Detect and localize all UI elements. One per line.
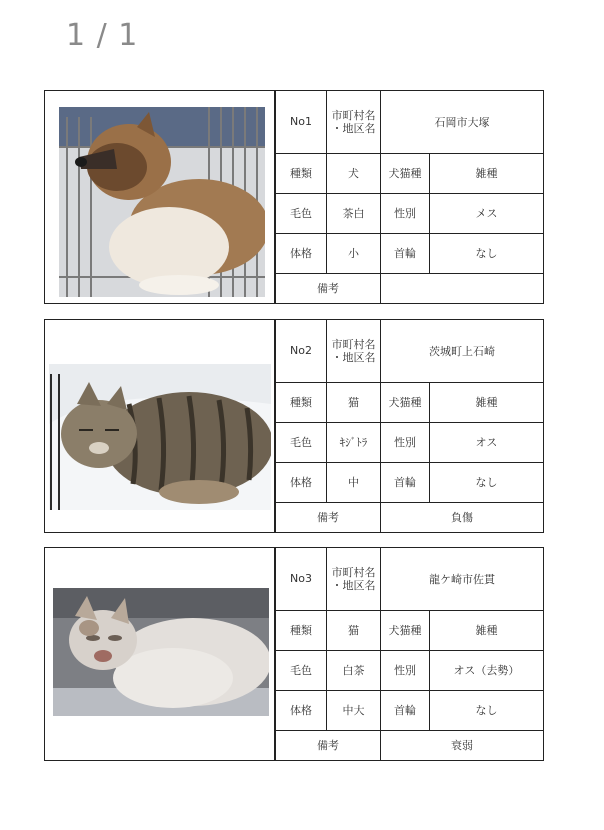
location-value: 龍ケ崎市佐貫 xyxy=(381,548,544,610)
record-number: No1 xyxy=(276,91,327,153)
breed-label: 犬猫種 xyxy=(381,153,430,193)
animal-record xyxy=(44,90,544,304)
cat-photo xyxy=(53,588,269,716)
collar-value: なし xyxy=(430,233,544,273)
breed-value: 雑種 xyxy=(430,382,544,422)
color-value: ｷｼﾞﾄﾗ xyxy=(327,422,381,462)
collar-value: なし xyxy=(430,690,544,730)
kind-value: 猫 xyxy=(327,610,381,650)
photo-cell xyxy=(45,320,275,532)
location-value: 茨城町上石崎 xyxy=(381,320,544,382)
kind-label: 種類 xyxy=(276,382,327,422)
photo-cell xyxy=(45,91,275,303)
kind-value: 猫 xyxy=(327,382,381,422)
collar-label: 首輪 xyxy=(381,690,430,730)
remarks-label: 備考 xyxy=(276,502,381,532)
record-number: No3 xyxy=(276,548,327,610)
page-indicator: 1 / 1 xyxy=(66,18,139,53)
cat-photo xyxy=(49,364,271,510)
kind-label: 種類 xyxy=(276,153,327,193)
size-label: 体格 xyxy=(276,233,327,273)
kind-value: 犬 xyxy=(327,153,381,193)
record-number: No2 xyxy=(276,320,327,382)
collar-value: なし xyxy=(430,462,544,502)
remarks-label: 備考 xyxy=(276,730,381,760)
color-value: 白茶 xyxy=(327,650,381,690)
info-table xyxy=(275,548,543,760)
kind-label: 種類 xyxy=(276,610,327,650)
size-value: 中大 xyxy=(327,690,381,730)
photo-cell xyxy=(45,548,275,760)
area-label: 市町村名 ・地区名 xyxy=(327,548,381,610)
size-value: 小 xyxy=(327,233,381,273)
breed-value: 雑種 xyxy=(430,153,544,193)
sex-value: メス xyxy=(430,193,544,233)
color-label: 毛色 xyxy=(276,193,327,233)
remarks-value: 負傷 xyxy=(381,502,544,532)
dog-photo xyxy=(59,107,265,297)
sex-label: 性別 xyxy=(381,650,430,690)
sex-label: 性別 xyxy=(381,193,430,233)
breed-label: 犬猫種 xyxy=(381,610,430,650)
sex-value: オス xyxy=(430,422,544,462)
area-label: 市町村名 ・地区名 xyxy=(327,320,381,382)
animal-record xyxy=(44,319,544,533)
collar-label: 首輪 xyxy=(381,233,430,273)
remarks-value xyxy=(381,273,544,303)
breed-label: 犬猫種 xyxy=(381,382,430,422)
size-value: 中 xyxy=(327,462,381,502)
sex-value: オス（去勢） xyxy=(430,650,544,690)
animal-record xyxy=(44,547,544,761)
remarks-value: 衰弱 xyxy=(381,730,544,760)
info-table xyxy=(275,320,543,532)
collar-label: 首輪 xyxy=(381,462,430,502)
size-label: 体格 xyxy=(276,462,327,502)
color-label: 毛色 xyxy=(276,422,327,462)
color-value: 茶白 xyxy=(327,193,381,233)
sex-label: 性別 xyxy=(381,422,430,462)
area-label: 市町村名 ・地区名 xyxy=(327,91,381,153)
color-label: 毛色 xyxy=(276,650,327,690)
location-value: 石岡市大塚 xyxy=(381,91,544,153)
breed-value: 雑種 xyxy=(430,610,544,650)
size-label: 体格 xyxy=(276,690,327,730)
remarks-label: 備考 xyxy=(276,273,381,303)
info-table xyxy=(275,91,543,303)
